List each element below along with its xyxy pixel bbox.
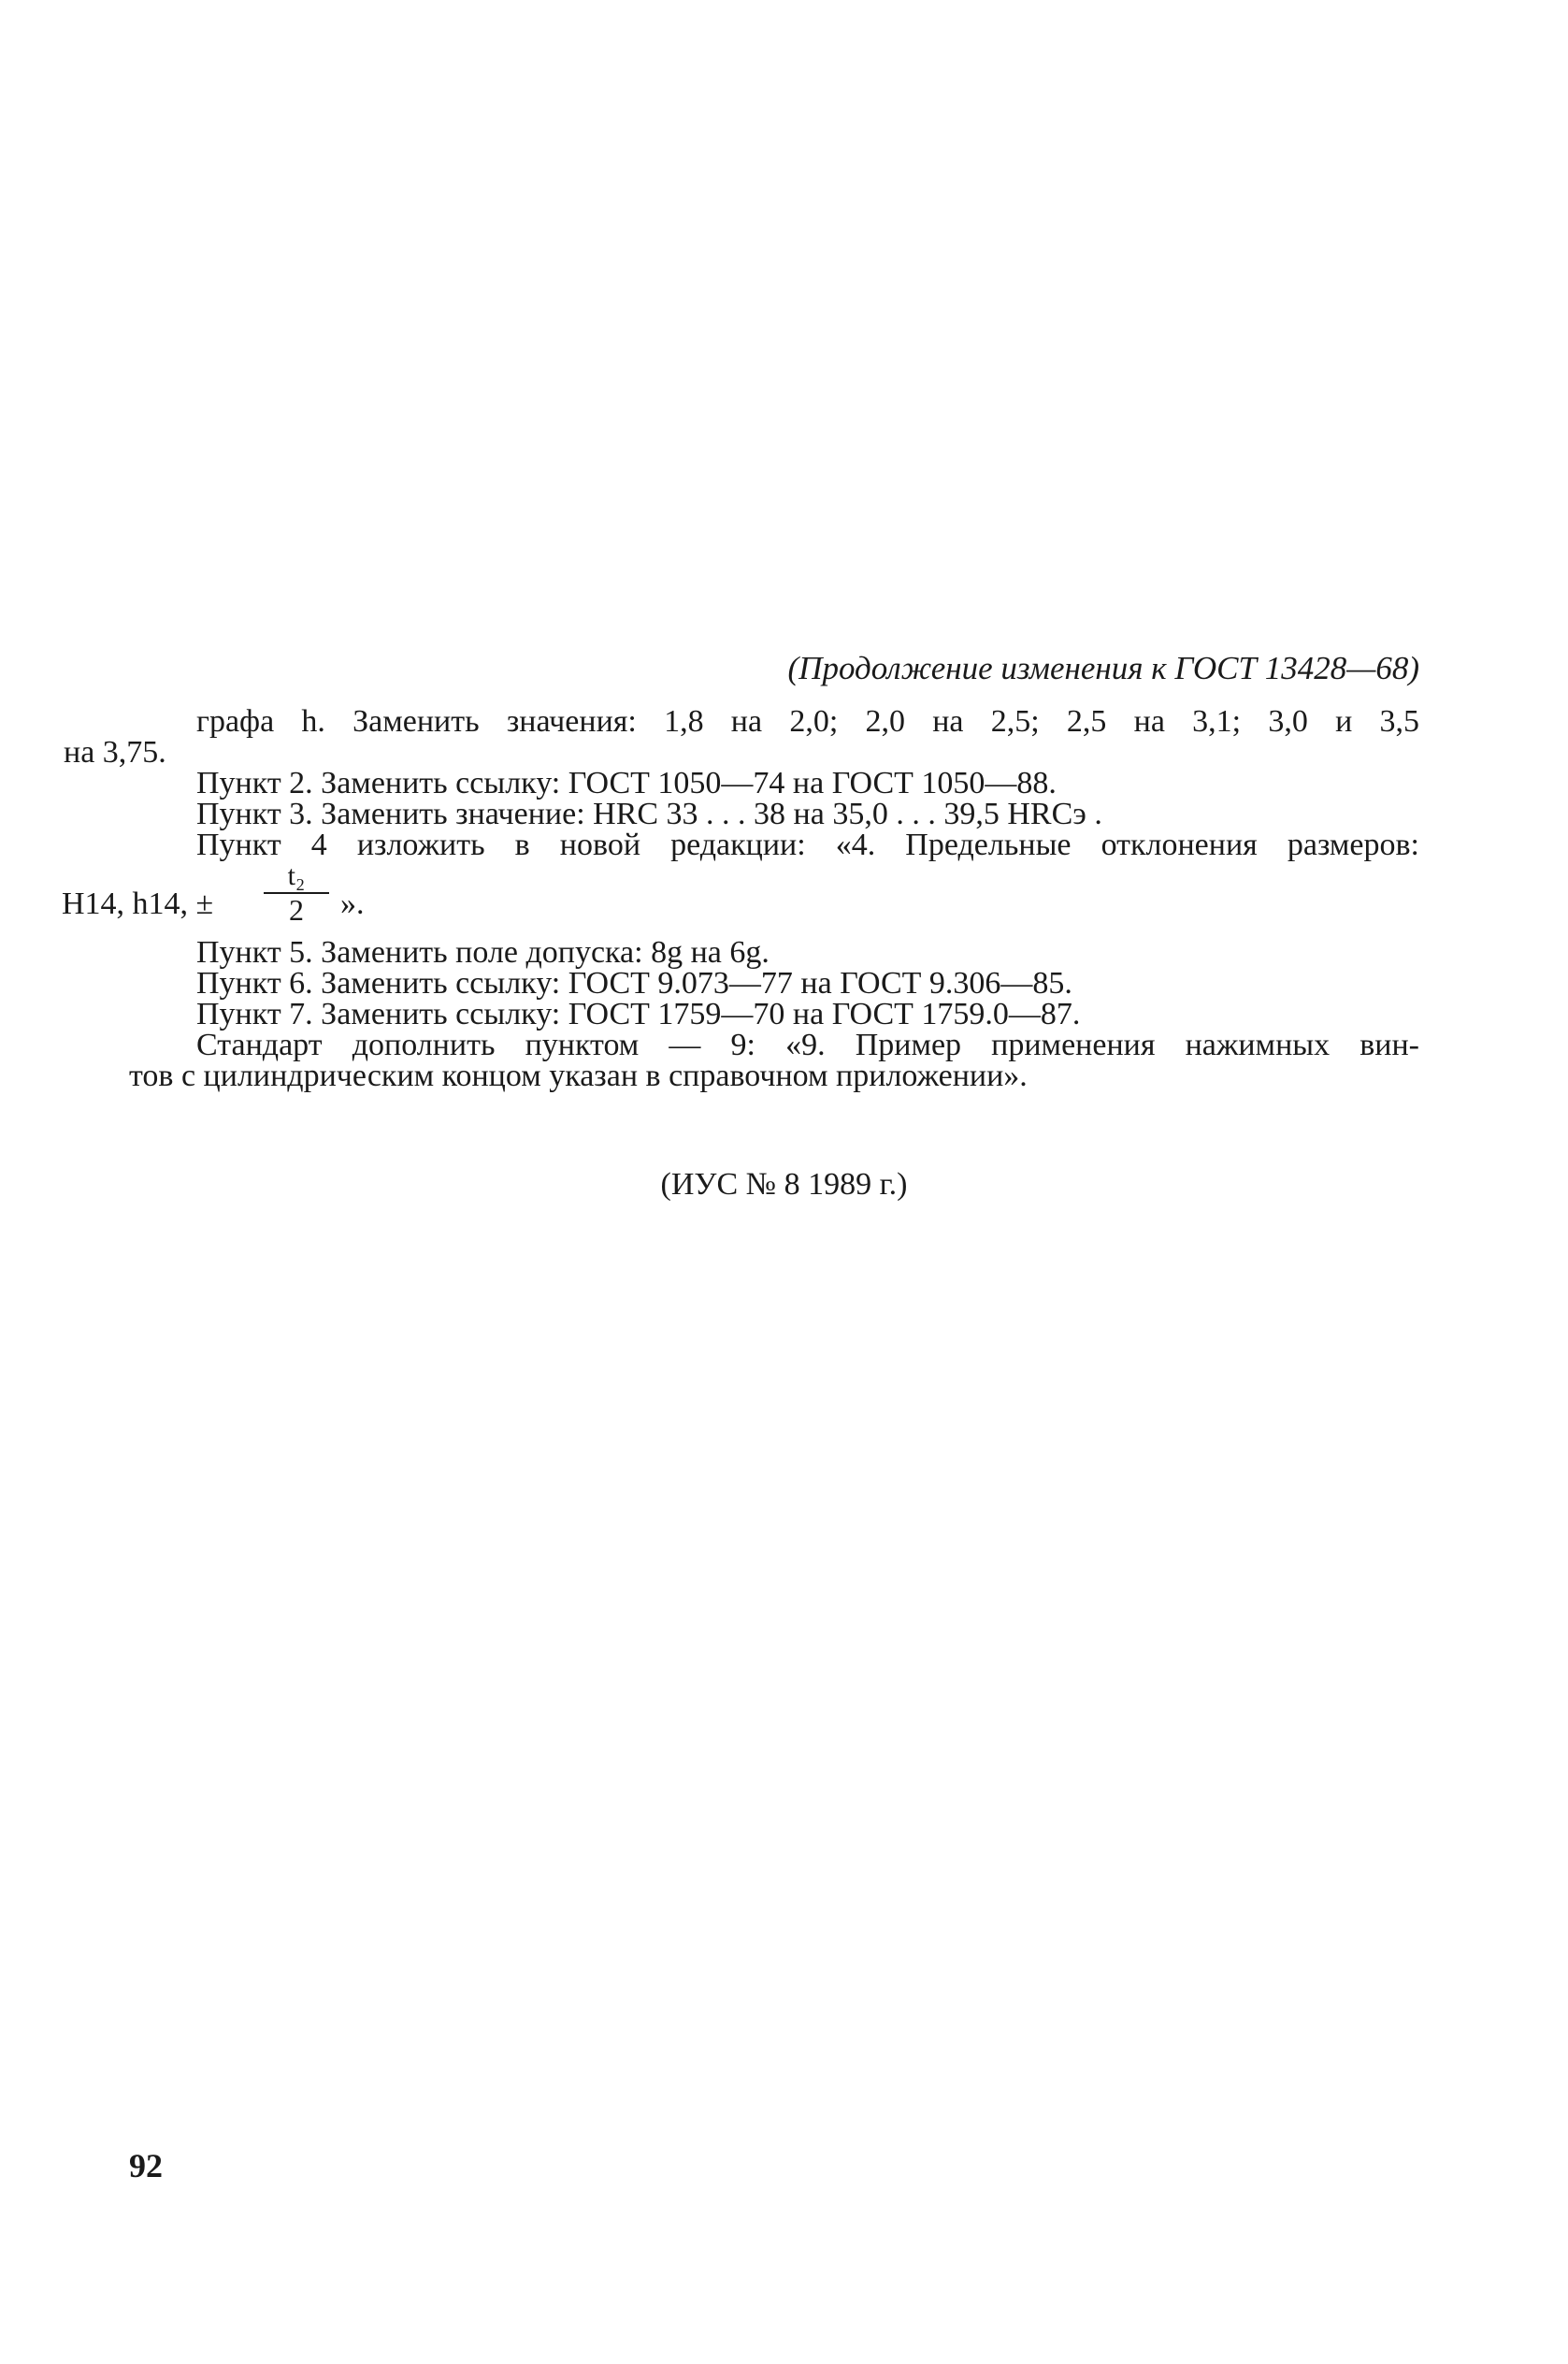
paragraph-item-4-line-1: Пункт 4 изложить в новой редакции: «4. Предельные отклонения размеров: [196,828,1419,862]
paragraph-item-4-formula [62,860,1419,937]
paragraph-item-9-line-1: Стандарт дополнить пунктом — 9: «9. Пример применения нажимных вин- [196,1028,1419,1062]
formula-fraction [264,860,329,926]
formula-suffix: ». [340,886,365,921]
amendment-text [62,704,1419,1093]
formula-denominator: 2 [289,893,304,927]
source-reference: (ИУС № 8 1989 г.) [660,1167,908,1202]
paragraph-graph-h-line-2: на 3,75. [64,735,166,770]
paragraph-item-2: Пункт 2. Заменить ссылку: ГОСТ 1050—74 на ГОСТ 1050—88. [196,766,1057,800]
page-number: 92 [129,2147,163,2184]
paragraph-item-6: Пункт 6. Заменить ссылку: ГОСТ 9.073—77 на ГОСТ 9.306—85. [196,966,1072,1001]
continuation-heading: (Продолжение изменения к ГОСТ 13428—68) [787,650,1419,686]
paragraph-item-5: Пункт 5. Заменить поле допуска: 8g на 6g. [196,935,770,970]
paragraph-item-9-line-2: тов с цилиндрическим концом указан в справочном приложении». [129,1059,1028,1093]
formula-prefix: H14, h14, ± [62,886,214,921]
paragraph-item-7: Пункт 7. Заменить ссылку: ГОСТ 1759—70 на ГОСТ 1759.0—87. [196,997,1081,1031]
paragraph-graph-h-line-1: графа h. Заменить значения: 1,8 на 2,0; 2,0 на 2,5; 2,5 на 3,1; 3,0 и 3,5 [196,704,1419,739]
paragraph-item-3: Пункт 3. Заменить значение: HRC 33 . . . 38 на 35,0 . . . 39,5 HRCэ . [196,797,1102,831]
formula-numerator: t₂ [264,860,329,894]
